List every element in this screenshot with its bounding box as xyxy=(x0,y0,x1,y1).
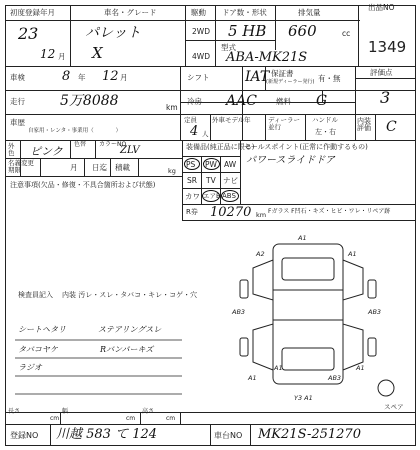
warranty-sub-label: (新規ディーラー発行) xyxy=(266,79,315,85)
model-code-value: ABA-MK21S xyxy=(226,50,308,65)
height-unit: cm xyxy=(166,415,176,422)
grade-value: X xyxy=(92,44,103,62)
dealer-label: ディーラー並行 xyxy=(268,116,300,131)
score-label: 評価点 xyxy=(370,68,393,77)
mark-rear-right: A1 xyxy=(356,364,365,372)
r-ticket-label: R券 xyxy=(186,208,198,216)
mark-rear-left: A1 xyxy=(248,374,257,382)
width-label: 幅 xyxy=(62,408,69,415)
drive-4wd-label: 4WD xyxy=(192,52,210,61)
fuel-label: 燃料 xyxy=(276,97,291,106)
inspector-sub-label: 内装 汚レ・スレ・タバコ・キレ・コゲ・穴 xyxy=(62,291,198,299)
lot-no-value: 1349 xyxy=(368,38,407,56)
equip-ps: PS xyxy=(186,160,196,169)
mileage-label: 走行 xyxy=(10,97,25,106)
mark-rear-center: A1 xyxy=(274,364,283,372)
history-options: 自家用・レンタ・事業用（ ） xyxy=(28,128,122,134)
reg-month-unit: 月 xyxy=(58,52,66,61)
shaken-month-value: 12 xyxy=(102,69,119,84)
color-change-label: 色替 xyxy=(74,141,87,148)
drive-label: 駆動 xyxy=(191,8,206,17)
history-label: 車歴 xyxy=(10,118,25,127)
height-label: 高さ xyxy=(142,408,155,415)
warranty-value: 有・無 xyxy=(318,74,341,83)
lot-no-label: 出品NO xyxy=(368,3,395,12)
car-damage-diagram xyxy=(228,230,408,405)
shaken-year-unit: 年 xyxy=(78,73,86,82)
capacity-label: 定員 xyxy=(184,116,197,124)
fuel-value: G xyxy=(316,93,328,109)
selling-point-value: パワースライドドア xyxy=(246,155,335,166)
score-value: 3 xyxy=(380,88,391,107)
handle-label: ハンドル xyxy=(312,116,338,124)
cc-unit: cc xyxy=(342,29,351,38)
import-model-label: 外車モデル年 xyxy=(212,116,251,124)
interior-value: C xyxy=(386,119,397,135)
mark-rear-bumper: AB3 xyxy=(328,374,342,382)
interior-label: 内装評価 xyxy=(357,117,371,132)
equipment-label: 装備品(純正品に限る) xyxy=(186,143,255,151)
mileage-value: 5万8088 xyxy=(60,93,119,109)
spare-tire-label: スペア xyxy=(384,403,404,411)
inspector-note-3: ラジオ xyxy=(18,363,42,372)
length-unit: cm xyxy=(50,415,60,422)
exterior-color-value: ピンク xyxy=(30,145,63,158)
equip-tv: TV xyxy=(206,176,216,185)
length-label: 長さ xyxy=(8,408,21,415)
reg-no-label: 登録NO xyxy=(10,431,39,440)
inspector-note-4: タバコヤケ xyxy=(18,345,58,354)
chassis-no-value: MK21S-251270 xyxy=(258,427,361,442)
r-ticket-value: 10270 xyxy=(210,205,252,220)
condition-legend: Fガラス F凹石・キズ・ヒビ・ワレ・リペア跡 xyxy=(268,208,391,215)
name-change-month: 月 xyxy=(70,163,78,172)
ac-value: AAC xyxy=(226,93,257,109)
equip-airbag-circle xyxy=(202,190,220,202)
equip-abs: ABS xyxy=(222,192,236,200)
capacity-unit: 人 xyxy=(202,130,209,138)
exterior-color-label: 外色 xyxy=(8,142,15,157)
chassis-no-label: 車台NO xyxy=(214,431,243,440)
inspector-note-2: ステアリングスレ xyxy=(98,325,162,334)
equip-navi: ナビ xyxy=(223,176,238,185)
load-label: 積載 xyxy=(115,163,130,172)
width-unit: cm xyxy=(126,415,136,422)
equip-airbag: エアB xyxy=(203,192,221,200)
drive-2wd-label: 2WD xyxy=(192,27,210,36)
load-kg-unit: kg xyxy=(168,167,176,175)
notes-label: 注意事項(欠品・修復・不具合箇所および状態) xyxy=(10,181,156,189)
reg-month-value: 12 xyxy=(40,47,56,61)
inspector-label: 検査員記入 xyxy=(18,291,53,299)
mileage-unit: km xyxy=(166,103,178,112)
equip-aw: AW xyxy=(224,160,237,169)
inspector-note-1: シートヘタリ xyxy=(18,325,66,334)
mark-right-door: AB3 xyxy=(368,308,382,316)
door-shape-value: 5 HB xyxy=(228,22,267,40)
shaken-year-value: 8 xyxy=(62,69,71,84)
equip-pw-circle xyxy=(203,158,220,170)
equip-pw: PW xyxy=(205,160,217,169)
color-no-value: ZLV xyxy=(120,145,140,156)
ac-label: 冷房 xyxy=(187,97,202,106)
equip-leather: カワ xyxy=(185,192,200,201)
car-name-value: パレット xyxy=(85,25,141,41)
shift-value: IAT xyxy=(245,69,270,85)
equip-sr: SR xyxy=(187,176,197,185)
reg-no-value: 川越 583 て 124 xyxy=(56,427,158,442)
mark-front-left: A2 xyxy=(256,250,265,258)
color-no-label: カラーNO xyxy=(99,141,127,148)
reg-year-value: 23 xyxy=(18,24,39,43)
mark-front: A1 xyxy=(298,234,307,242)
doors-label: ドア数・形状 xyxy=(222,8,267,17)
r-ticket-unit: km xyxy=(256,211,267,219)
model-label: 型式 xyxy=(221,43,236,52)
shaken-label: 車検 xyxy=(10,73,25,82)
name-grade-label: 車名・グレード xyxy=(104,8,157,17)
equip-abs-circle xyxy=(221,190,239,202)
name-change-label: 名義変更期限 xyxy=(8,159,34,174)
equip-ps-circle xyxy=(184,158,200,170)
warranty-label: 保証書 xyxy=(271,69,294,78)
selling-point-label: セールスポイント(正常に作動するもの) xyxy=(244,143,368,151)
name-change-date: 日迄 xyxy=(92,163,107,172)
first-reg-label: 初度登録年月 xyxy=(10,8,55,17)
shaken-month-unit: 月 xyxy=(120,73,128,82)
handle-value: 左・右 xyxy=(315,128,336,136)
inspector-note-5: Rバンパーキズ xyxy=(100,345,154,354)
mark-front-right: A1 xyxy=(348,250,357,258)
mark-left-door: AB3 xyxy=(232,308,246,316)
shift-label: シフト xyxy=(187,73,210,82)
displacement-label: 排気量 xyxy=(298,8,321,17)
capacity-value: 4 xyxy=(190,124,199,139)
mark-rear: Y3 A1 xyxy=(294,394,313,402)
displacement-value: 660 xyxy=(288,22,317,40)
